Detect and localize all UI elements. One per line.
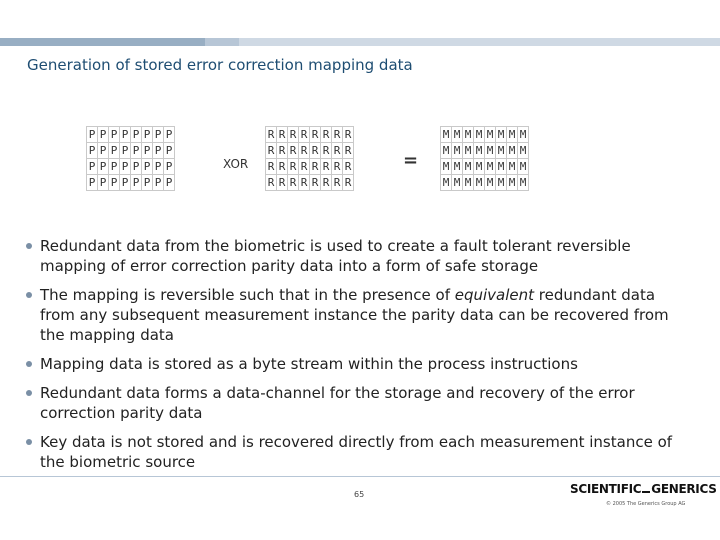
redundant-grid: [265, 126, 354, 191]
grid-cell: P: [131, 143, 142, 159]
bullet-text: Mapping data is stored as a byte stream within the process instructions: [40, 355, 578, 373]
bullet-text: Key data is not stored and is recovered directly from each measurement instance of the biometric source: [40, 433, 673, 471]
grid-cell: R: [332, 127, 343, 143]
grid-cell: P: [153, 159, 164, 175]
grid-row: [87, 127, 175, 143]
grid-cell: P: [87, 143, 98, 159]
bullet-text-after: redundant data from any subsequent measurement instance the parity data can be recovered from the mapping data: [40, 286, 669, 344]
grid-row: [441, 143, 529, 159]
grid-cell: M: [441, 127, 452, 143]
grid-cell: M: [485, 143, 496, 159]
grid-cell: M: [485, 175, 496, 191]
grid-cell: M: [507, 175, 518, 191]
grid-row: [441, 127, 529, 143]
grid-cell: P: [153, 175, 164, 191]
grid-cell: R: [321, 175, 332, 191]
grid-cell: M: [452, 127, 463, 143]
grid-cell: R: [277, 127, 288, 143]
grid-cell: R: [288, 159, 299, 175]
grid-cell: M: [474, 159, 485, 175]
grid-cell: R: [310, 143, 321, 159]
company-logo: [570, 482, 717, 496]
grid-cell: P: [142, 143, 153, 159]
bullet-text: Redundant data from the biometric is used to create a fault tolerant reversible mapping of error correction parity data into a form of safe storage: [40, 237, 631, 275]
mapping-grid: [440, 126, 529, 191]
grid-cell: P: [131, 127, 142, 143]
grid-cell: R: [332, 143, 343, 159]
grid-row: [87, 175, 175, 191]
grid-cell: M: [496, 175, 507, 191]
logo-underscore: [642, 491, 650, 493]
grid-cell: P: [142, 127, 153, 143]
grid-cell: M: [518, 175, 529, 191]
grid-cell: R: [299, 127, 310, 143]
grid-cell: M: [496, 159, 507, 175]
bullet-list: [26, 236, 686, 481]
grid-cell: R: [277, 159, 288, 175]
grid-cell: M: [518, 127, 529, 143]
grid-cell: P: [153, 127, 164, 143]
grid-cell: P: [131, 159, 142, 175]
grid-cell: M: [463, 159, 474, 175]
grid-cell: P: [98, 127, 109, 143]
grid-cell: M: [518, 143, 529, 159]
grid-cell: M: [518, 159, 529, 175]
grid-cell: R: [266, 175, 277, 191]
grid-cell: P: [87, 159, 98, 175]
grid-cell: R: [343, 159, 354, 175]
bullet-dot-icon: [26, 243, 32, 249]
grid-cell: M: [496, 127, 507, 143]
grid-cell: M: [474, 143, 485, 159]
grid-cell: R: [299, 175, 310, 191]
grid-cell: P: [109, 143, 120, 159]
grid-row: [441, 175, 529, 191]
header-bar-mid: [205, 38, 239, 46]
grid-cell: R: [321, 159, 332, 175]
bullet-text: The mapping is reversible such that in the presence of: [40, 286, 455, 304]
grid-cell: P: [164, 175, 175, 191]
grid-cell: R: [277, 143, 288, 159]
grid-cell: M: [452, 143, 463, 159]
grid-cell: M: [441, 159, 452, 175]
grid-cell: R: [310, 159, 321, 175]
grid-cell: P: [87, 175, 98, 191]
bullet-item: [26, 236, 686, 276]
grid-cell: R: [288, 127, 299, 143]
grid-cell: M: [507, 127, 518, 143]
grid-row: [87, 159, 175, 175]
grid-cell: R: [299, 159, 310, 175]
grid-row: [266, 143, 354, 159]
grid-cell: M: [452, 159, 463, 175]
grid-cell: P: [131, 175, 142, 191]
grid-cell: R: [332, 159, 343, 175]
xor-operator: XOR: [223, 157, 249, 171]
grid-cell: M: [474, 175, 485, 191]
grid-cell: R: [343, 175, 354, 191]
grid-cell: M: [507, 143, 518, 159]
grid-cell: M: [485, 159, 496, 175]
grid-row: [87, 143, 175, 159]
grid-cell: P: [98, 175, 109, 191]
header-bar-light: [239, 38, 720, 46]
header-bar: [0, 38, 720, 46]
grid-cell: P: [164, 143, 175, 159]
footer-divider: [0, 476, 720, 477]
grid-cell: R: [277, 175, 288, 191]
logo-part2: GENERICS: [651, 482, 717, 496]
slide-title: Generation of stored error correction mapping data: [27, 56, 413, 74]
grid-cell: P: [109, 127, 120, 143]
grid-cell: M: [441, 175, 452, 191]
grid-cell: P: [120, 143, 131, 159]
grid-cell: P: [98, 159, 109, 175]
bullet-item: [26, 285, 686, 345]
grid-cell: M: [463, 127, 474, 143]
bullet-emphasis: equivalent: [454, 286, 535, 304]
grid-cell: R: [310, 175, 321, 191]
grid-cell: P: [164, 127, 175, 143]
grid-cell: M: [496, 143, 507, 159]
copyright-notice: © 2005 The Generics Group AG: [606, 501, 686, 507]
grid-cell: R: [343, 127, 354, 143]
header-bar-dark: [0, 38, 205, 46]
grid-cell: P: [142, 175, 153, 191]
grid-cell: P: [153, 143, 164, 159]
bullet-dot-icon: [26, 292, 32, 298]
grid-cell: R: [332, 175, 343, 191]
parity-grid: [86, 126, 175, 191]
equals-operator: =: [403, 150, 419, 171]
grid-cell: P: [142, 159, 153, 175]
grid-cell: R: [321, 127, 332, 143]
bullet-dot-icon: [26, 361, 32, 367]
logo-part1: SCIENTIFIC: [570, 482, 642, 496]
grid-row: [266, 175, 354, 191]
grid-cell: M: [463, 143, 474, 159]
grid-cell: R: [266, 159, 277, 175]
grid-cell: R: [288, 175, 299, 191]
grid-cell: M: [452, 175, 463, 191]
grid-cell: P: [120, 127, 131, 143]
grid-row: [441, 159, 529, 175]
grid-cell: P: [109, 175, 120, 191]
grid-row: [266, 159, 354, 175]
grid-cell: M: [463, 175, 474, 191]
bullet-item: [26, 432, 686, 472]
grid-cell: P: [120, 175, 131, 191]
grid-cell: P: [120, 159, 131, 175]
grid-cell: M: [485, 127, 496, 143]
bullet-text: Redundant data forms a data-channel for the storage and recovery of the error correction parity data: [40, 384, 635, 422]
grid-cell: M: [474, 127, 485, 143]
grid-cell: R: [310, 127, 321, 143]
grid-cell: R: [288, 143, 299, 159]
grid-cell: R: [266, 143, 277, 159]
page-number: 65: [354, 490, 365, 499]
grid-row: [266, 127, 354, 143]
grid-cell: P: [109, 159, 120, 175]
grid-cell: R: [266, 127, 277, 143]
bullet-item: [26, 354, 686, 374]
grid-cell: P: [87, 127, 98, 143]
grid-cell: R: [321, 143, 332, 159]
grid-cell: M: [507, 159, 518, 175]
bullet-dot-icon: [26, 439, 32, 445]
grid-cell: R: [299, 143, 310, 159]
grid-cell: M: [441, 143, 452, 159]
bullet-item: [26, 383, 686, 423]
grid-cell: P: [164, 159, 175, 175]
grid-cell: R: [343, 143, 354, 159]
bullet-dot-icon: [26, 390, 32, 396]
grid-cell: P: [98, 143, 109, 159]
